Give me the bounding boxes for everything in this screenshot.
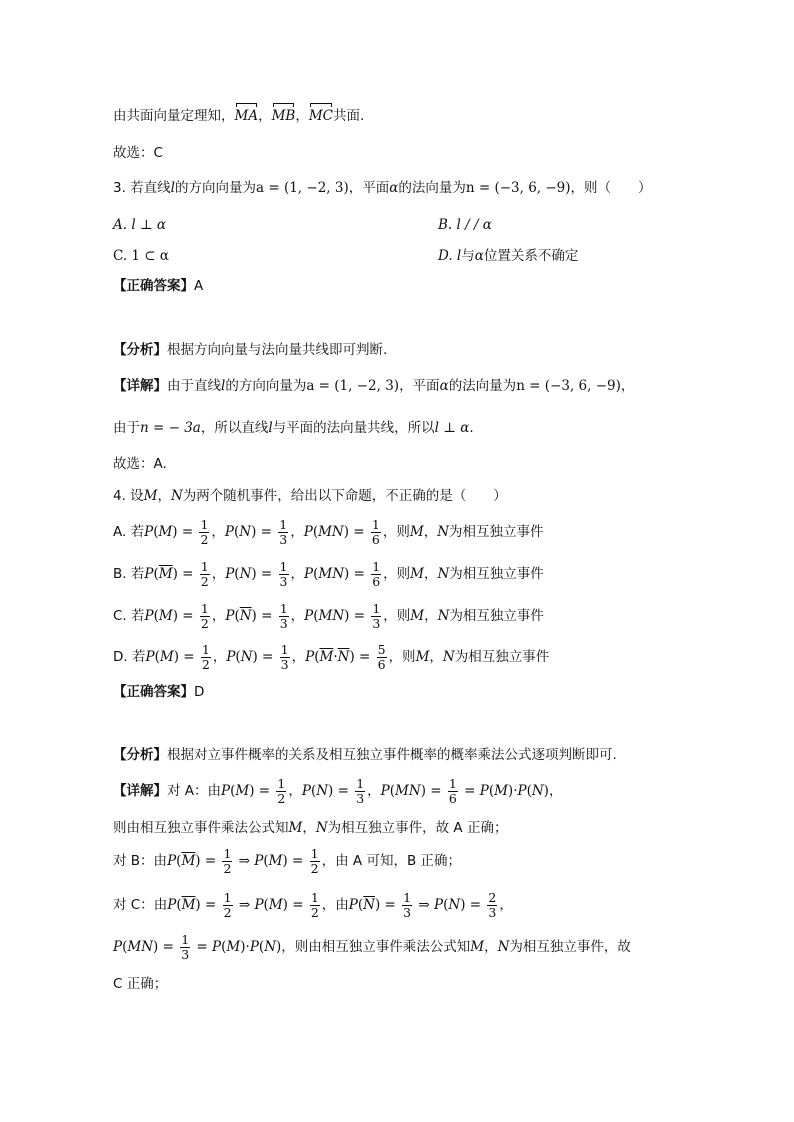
var-l: l bbox=[221, 378, 226, 394]
den: 2 bbox=[200, 531, 209, 547]
analysis-label: 【分析】 bbox=[113, 342, 167, 358]
num: 1 bbox=[403, 889, 412, 905]
den: 3 bbox=[280, 656, 289, 672]
den: 2 bbox=[201, 656, 210, 672]
num: 1 bbox=[200, 516, 209, 532]
text: 为两个随机事件，给出以下命题，不正确的是（ ） bbox=[182, 488, 507, 504]
text: ，则 bbox=[388, 649, 416, 665]
q3-analysis bbox=[113, 340, 387, 360]
num: 1 bbox=[372, 558, 381, 574]
den: 3 bbox=[279, 573, 288, 589]
num: 1 bbox=[371, 516, 380, 532]
var-M: M bbox=[409, 524, 424, 540]
num: 1 bbox=[279, 558, 288, 574]
text: A. l ⊥ α bbox=[113, 217, 167, 233]
fraction-1-2 bbox=[223, 891, 233, 920]
vector-n-expr: n = (−3, 6, −9) bbox=[516, 378, 621, 394]
q4-detail-a-line2: 则由相互独立事件乘法公式知M，N为相互独立事件，故 A 正确； bbox=[113, 820, 508, 836]
text: 共面. bbox=[332, 108, 365, 124]
text: 为相互独立事件 bbox=[454, 649, 550, 665]
text: 的法向量为 bbox=[448, 378, 517, 394]
num: 1 bbox=[280, 641, 289, 657]
vector-MA: MA bbox=[234, 108, 259, 124]
num: 1 bbox=[279, 600, 288, 616]
den: 3 bbox=[181, 946, 190, 962]
text: A. 若 bbox=[113, 524, 145, 540]
q3-option-b bbox=[438, 215, 492, 235]
fraction-1-2 bbox=[310, 891, 320, 920]
coplanar-conclusion-line bbox=[113, 106, 364, 126]
q4-option-b: B. 若$P(\overline{M})$ = $\frac{1}{2}$ ，P(N) = $\frac{1}{3}$ ，P(MN) = $\frac{1}{6}$ ，则M，N为相互独立事件 bbox=[113, 558, 544, 589]
text: D. l bbox=[438, 248, 462, 264]
text: α bbox=[474, 248, 484, 264]
text: 位置关系不确定 bbox=[483, 248, 579, 264]
var-l: l bbox=[268, 420, 273, 436]
fraction-1-3 bbox=[279, 602, 289, 631]
q4-option-d: D. 若P(M) = $\frac{1}{2}$ ，P(N) = $\frac{1}{3}$ ，$P(\overline{M}\cdot\overline{N})$ = $\frac{5}{6}$ ，则M，N为相互独立事件 bbox=[113, 641, 550, 672]
text: ， bbox=[157, 488, 171, 504]
text: 的法向量为 bbox=[398, 180, 466, 196]
fraction-1-2 bbox=[201, 643, 211, 672]
q4-detail-b: 对 B：由$P(\overline{M})$ = $\frac{1}{2}$ ⇒ P(M) = $\frac{1}{2}$ ，由 A 可知，B 正确； bbox=[113, 845, 461, 876]
text: ，平面 bbox=[348, 180, 390, 196]
answer-value: D bbox=[194, 684, 205, 700]
num: 1 bbox=[181, 931, 190, 947]
text: 由共面向量定理知， bbox=[113, 108, 235, 124]
vector-MB: MB bbox=[271, 108, 296, 124]
text: C. 若 bbox=[113, 608, 145, 624]
text: ，由 A 可知，B 正确； bbox=[321, 853, 461, 869]
num: 1 bbox=[277, 775, 286, 791]
den: 3 bbox=[488, 904, 497, 920]
q3-option-c bbox=[113, 246, 169, 266]
fraction-1-6 bbox=[371, 518, 381, 547]
perpendicular-expr: l ⊥ α bbox=[434, 420, 470, 436]
num: 1 bbox=[223, 845, 232, 861]
text: 由于直线 bbox=[167, 378, 221, 394]
q3-since-line bbox=[113, 418, 474, 438]
text: 对 B：由 bbox=[113, 853, 168, 869]
text: 4. 设 bbox=[113, 488, 144, 504]
num: 1 bbox=[372, 600, 381, 616]
var-N: N bbox=[497, 939, 510, 955]
detail-label: 【详解】 bbox=[113, 378, 167, 394]
var-N: N bbox=[442, 649, 455, 665]
fraction-2-3 bbox=[487, 891, 497, 920]
text: D. 若 bbox=[113, 649, 146, 665]
den: 6 bbox=[448, 790, 457, 806]
text: 的方向向量为 bbox=[175, 180, 256, 196]
q4-detail-c-line2: P(MN) = $\frac{1}{3}$ = P(M)·P(N)，则由相互独立事件乘法公式知M，N为相互独立事件，故 bbox=[113, 931, 631, 962]
var-M: M bbox=[410, 566, 424, 582]
q3-answer bbox=[113, 276, 203, 296]
var-l: l bbox=[170, 180, 175, 196]
analysis-label: 【分析】 bbox=[113, 747, 167, 763]
vector-a-expr: a = (1, −2, 3) bbox=[306, 378, 400, 394]
den: 2 bbox=[277, 790, 286, 806]
fraction-1-2 bbox=[310, 847, 320, 876]
vector-n-expr: n = (−3, 6, −9) bbox=[465, 180, 571, 196]
analysis-text: 根据方向向量与法向量共线即可判断. bbox=[167, 342, 388, 358]
text: B. 若 bbox=[113, 566, 145, 582]
num: 1 bbox=[448, 775, 457, 791]
text: 的方向向量为 bbox=[225, 378, 307, 394]
text: ， bbox=[258, 108, 272, 124]
q4-option-a: A. 若P(M) = $\frac{1}{2}$ ，P(N) = $\frac{1}{3}$ ，P(MN) = $\frac{1}{6}$ ，则M，N为相互独立事件 bbox=[113, 516, 544, 547]
den: 2 bbox=[223, 904, 232, 920]
q4-detail-c: 对 C：由$P(\overline{M})$ = $\frac{1}{2}$ ⇒ P(M) = $\frac{1}{2}$ ，由$P(\overline{N})$ = $\frac{1}{3}$ ⇒ P(N) = $\frac{2}{3}$ ， bbox=[113, 889, 513, 920]
text: ，则 bbox=[383, 608, 411, 624]
fraction-1-3 bbox=[280, 643, 290, 672]
text: 3. 若直线 bbox=[113, 180, 171, 196]
text: 为相互独立事件，故 A 正确； bbox=[327, 820, 508, 836]
den: 2 bbox=[200, 573, 209, 589]
fraction-1-3 bbox=[355, 777, 365, 806]
num: 1 bbox=[356, 775, 365, 791]
var-M: M bbox=[470, 939, 485, 955]
q3-choose: 故选：A. bbox=[113, 456, 167, 472]
num: 2 bbox=[488, 889, 497, 905]
text: 则由相互独立事件乘法公式知 bbox=[113, 820, 289, 836]
text: ，则 bbox=[382, 524, 410, 540]
question-3-stem bbox=[113, 178, 652, 198]
choice-line-c: 故选：C bbox=[113, 145, 163, 161]
text: 为相互独立事件，故 bbox=[509, 939, 631, 955]
q3-option-a bbox=[113, 215, 166, 235]
den: 2 bbox=[310, 860, 319, 876]
text: . bbox=[469, 420, 474, 436]
text: ，所以直线 bbox=[200, 420, 269, 436]
text: ，则（ ） bbox=[570, 180, 652, 196]
var-N: N bbox=[437, 524, 450, 540]
question-4-stem bbox=[113, 486, 507, 506]
q3-detail bbox=[113, 376, 634, 396]
answer-label: 【正确答案】 bbox=[113, 684, 194, 700]
q4-option-c: C. 若P(M) = $\frac{1}{2}$ ，$P(\overline{N})$ = $\frac{1}{3}$ ，P(MN) = $\frac{1}{3}$ ，则M，N为相互独立事件 bbox=[113, 600, 544, 631]
text: 与 bbox=[461, 248, 475, 264]
num: 1 bbox=[310, 845, 319, 861]
answer-label: 【正确答案】 bbox=[113, 278, 194, 294]
den: 3 bbox=[372, 615, 381, 631]
var-M: M bbox=[415, 649, 430, 665]
text: 与平面的法向量共线，所以 bbox=[272, 420, 435, 436]
text: 对 C：由 bbox=[113, 897, 168, 913]
q4-detail-c-line3: C 正确； bbox=[113, 976, 168, 992]
fraction-1-3 bbox=[402, 891, 412, 920]
num: 1 bbox=[223, 889, 232, 905]
answer-value: A bbox=[194, 278, 204, 294]
var-M: M bbox=[410, 608, 425, 624]
num: 1 bbox=[310, 889, 319, 905]
q4-answer bbox=[113, 682, 204, 702]
text: ，由 bbox=[321, 897, 349, 913]
vector-MC: MC bbox=[308, 108, 333, 124]
var-alpha: α bbox=[439, 378, 449, 394]
text: ， bbox=[295, 108, 309, 124]
den: 3 bbox=[279, 531, 288, 547]
fraction-1-3 bbox=[278, 518, 288, 547]
fraction-1-2 bbox=[222, 847, 232, 876]
var-N: N bbox=[437, 608, 450, 624]
fraction-1-3 bbox=[279, 560, 289, 589]
text: 由于 bbox=[113, 420, 140, 436]
var-N: N bbox=[171, 488, 183, 504]
text: ，则由相互独立事件乘法公式知 bbox=[281, 939, 471, 955]
text: C. 1 ⊂ α bbox=[113, 248, 170, 264]
fraction-1-3 bbox=[371, 602, 381, 631]
den: 2 bbox=[310, 904, 319, 920]
num: 1 bbox=[279, 516, 288, 532]
fraction-1-6 bbox=[448, 777, 458, 806]
text: ，则 bbox=[383, 566, 411, 582]
num: 5 bbox=[377, 641, 386, 657]
q4-detail-a: 【详解】对 A：由P(M) = $\frac{1}{2}$ ，P(N) = $\frac{1}{3}$ ，P(MN) = $\frac{1}{6}$ = P(M)·P(N)， bbox=[113, 775, 563, 806]
vector-relation: n = − 3a bbox=[140, 420, 201, 436]
den: 3 bbox=[403, 904, 412, 920]
text: 为相互独立事件 bbox=[449, 524, 544, 540]
den: 2 bbox=[200, 615, 209, 631]
var-N: N bbox=[315, 820, 328, 836]
text: 对 A：由 bbox=[167, 783, 222, 799]
den: 2 bbox=[223, 860, 232, 876]
analysis-text: 根据对立事件概率的关系及相互独立事件概率的概率乘法公式逐项判断即可. bbox=[167, 747, 617, 763]
fraction-1-2 bbox=[200, 602, 210, 631]
fraction-1-3 bbox=[180, 933, 190, 962]
den: 3 bbox=[279, 615, 288, 631]
text: ， bbox=[620, 378, 635, 394]
fraction-1-2 bbox=[199, 518, 209, 547]
num: 1 bbox=[200, 558, 209, 574]
var-M: M bbox=[143, 488, 158, 504]
den: 3 bbox=[356, 790, 365, 806]
q4-analysis bbox=[113, 745, 617, 765]
fraction-1-6 bbox=[371, 560, 381, 589]
var-M: M bbox=[288, 820, 303, 836]
num: 1 bbox=[200, 600, 209, 616]
num: 1 bbox=[201, 641, 210, 657]
vector-a-expr: a = (1, −2, 3) bbox=[256, 180, 349, 196]
text: 为相互独立事件 bbox=[449, 566, 544, 582]
den: 6 bbox=[377, 656, 386, 672]
fraction-1-2 bbox=[200, 560, 210, 589]
text: B. l / / α bbox=[438, 217, 492, 233]
var-N: N bbox=[437, 566, 450, 582]
text: ，平面 bbox=[399, 378, 440, 394]
fraction-5-6 bbox=[377, 643, 387, 672]
text: 为相互独立事件 bbox=[449, 608, 544, 624]
q3-option-d bbox=[438, 246, 578, 266]
fraction-1-2 bbox=[276, 777, 286, 806]
den: 6 bbox=[371, 531, 380, 547]
detail-label: 【详解】 bbox=[113, 783, 167, 799]
var-alpha: α bbox=[389, 180, 399, 196]
den: 6 bbox=[372, 573, 381, 589]
